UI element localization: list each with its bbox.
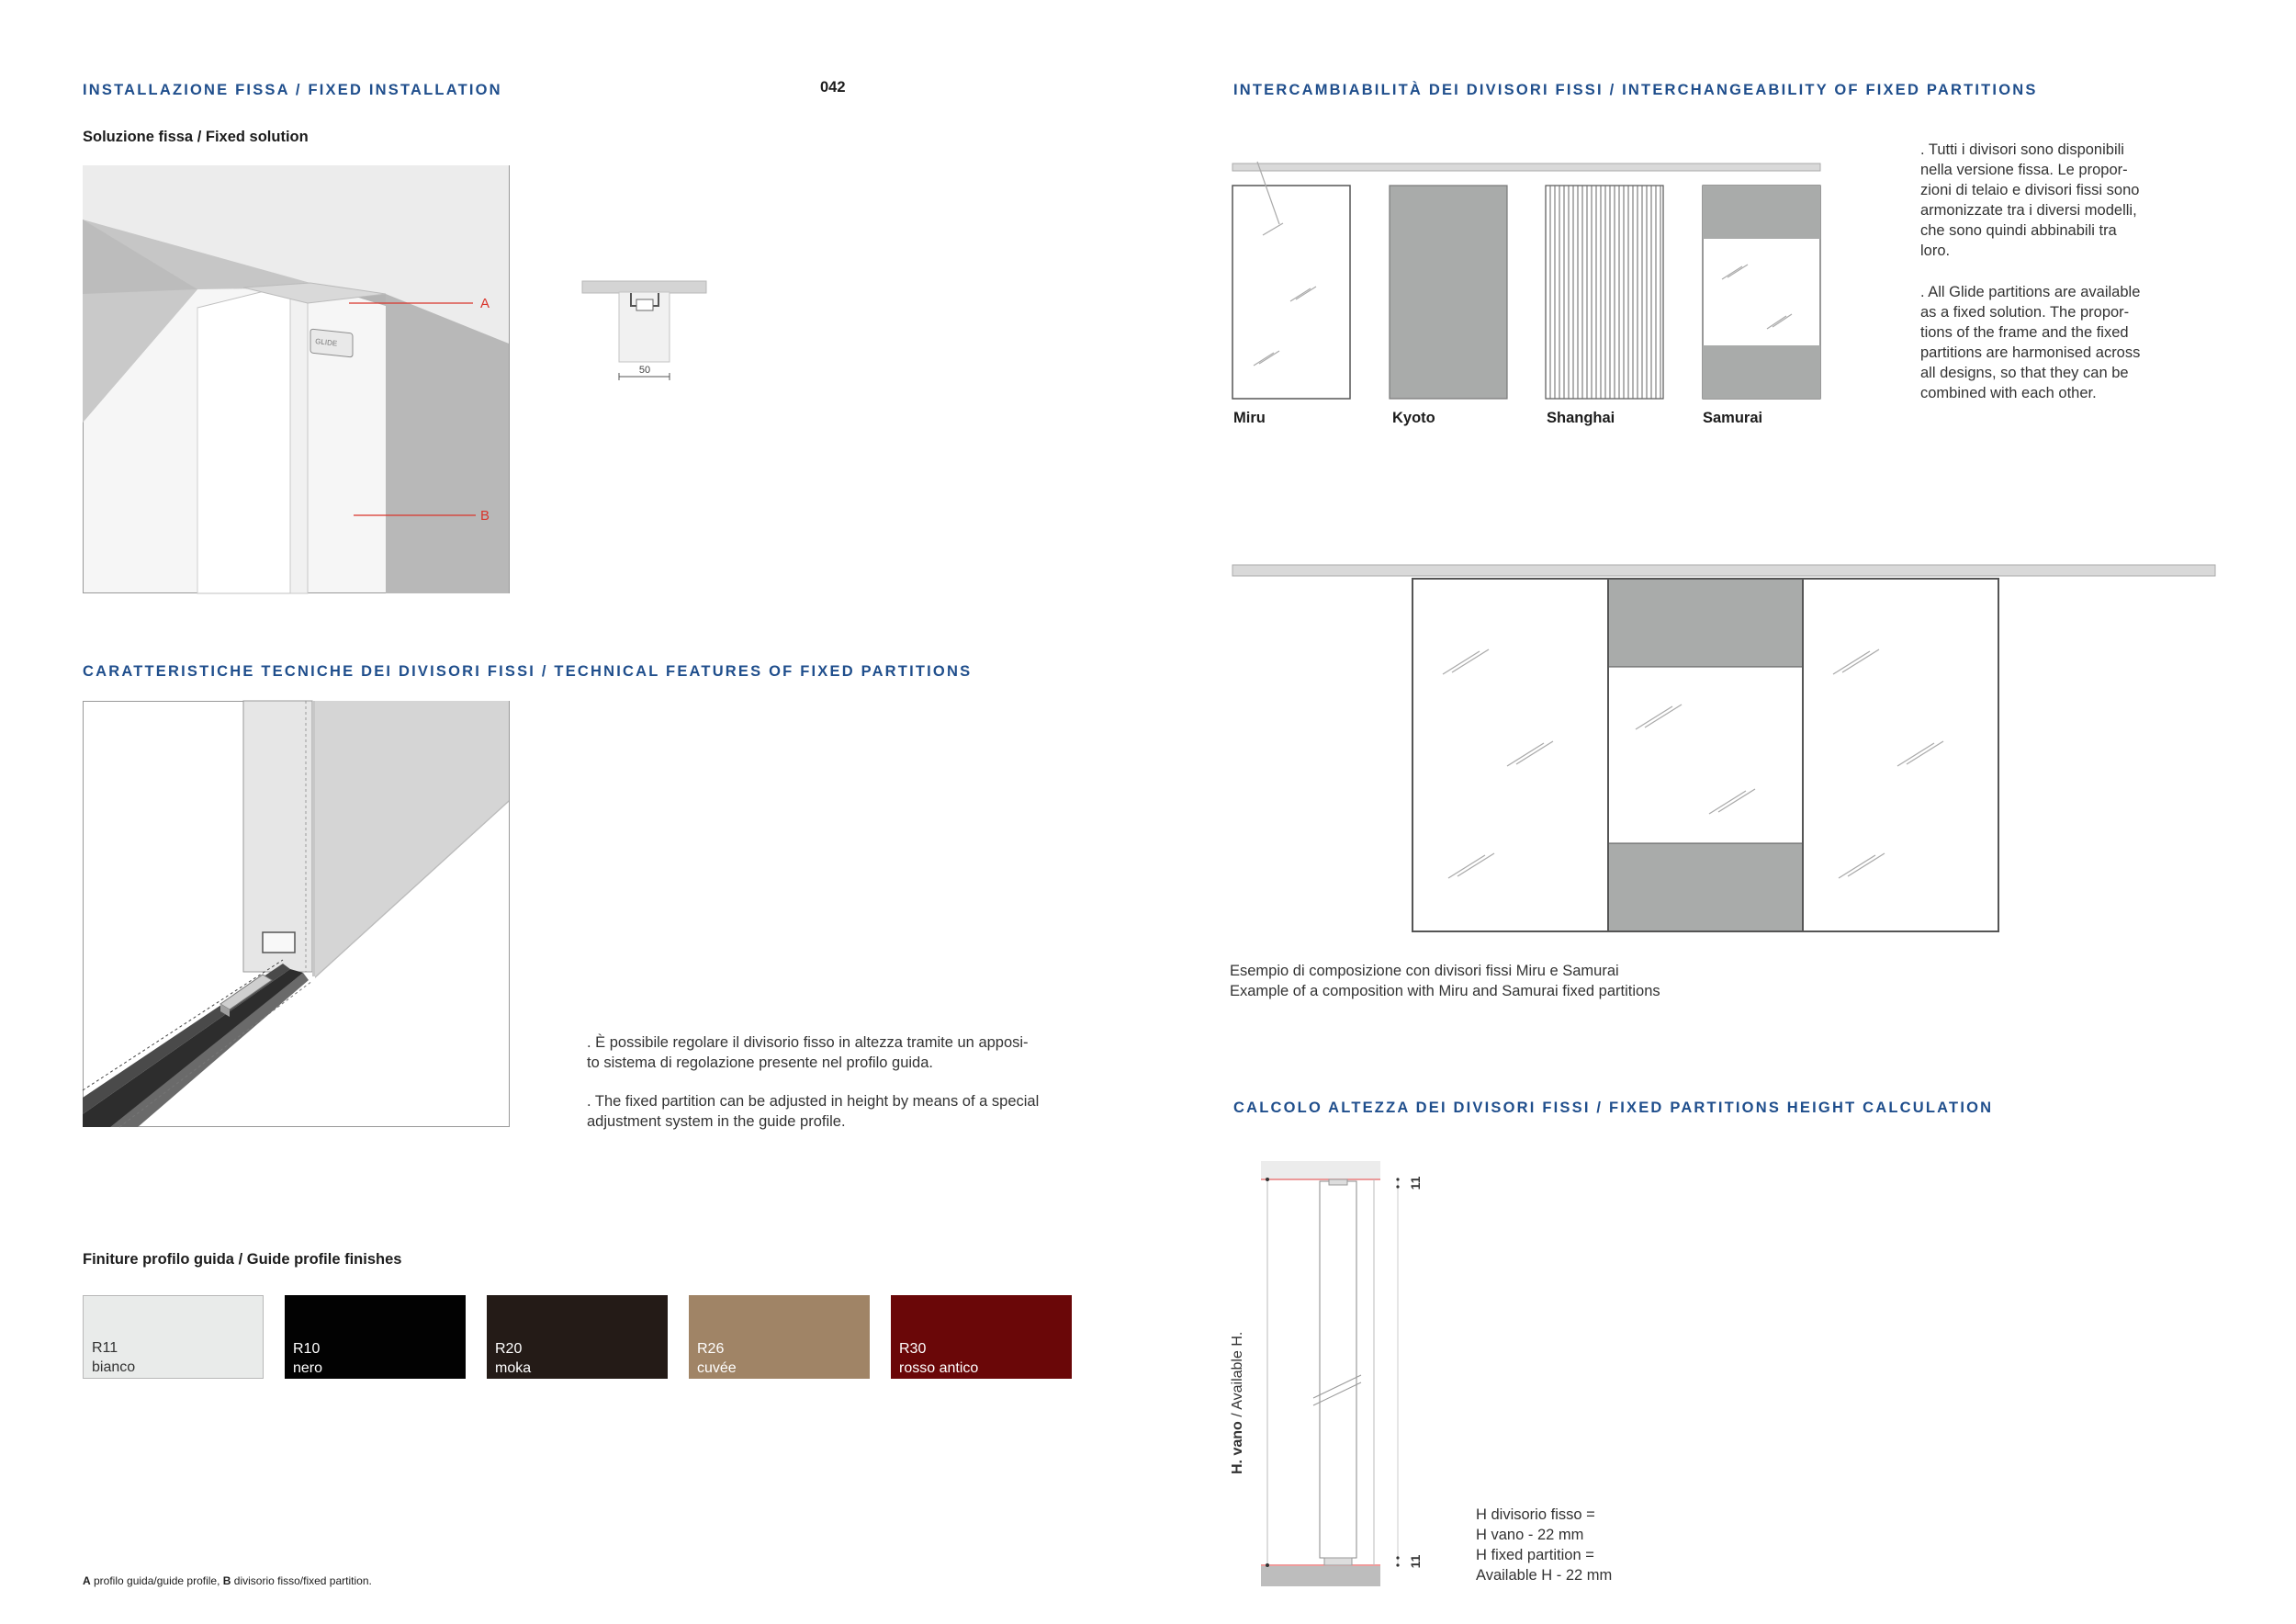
finish-code: R30 — [899, 1341, 927, 1357]
model-label-kyoto: Kyoto — [1392, 410, 1435, 426]
height-calc-drawing — [1258, 1159, 1442, 1591]
callout-b-label: B — [480, 508, 490, 524]
available-height-bold: H. vano — [1230, 1421, 1245, 1474]
finish-name: rosso antico — [899, 1360, 979, 1376]
model-label-miru: Miru — [1233, 410, 1266, 426]
available-height-rest: / Available H. — [1230, 1331, 1245, 1422]
height-formula: H divisorio fisso = H vano - 22 mm H fixed partition = Available H - 22 mm — [1476, 1506, 1613, 1584]
dimension-top-11: 11 — [1408, 1176, 1423, 1190]
callout-a-label: A — [480, 296, 490, 311]
technical-features-text-en: . The fixed partition can be adjusted in height by means of a special adjustment system in the guide profile. — [587, 1093, 1040, 1130]
technical-features-heading: CARATTERISTICHE TECNICHE DEI DIVISORI FISSI / TECHNICAL FEATURES OF FIXED PARTITIONS — [83, 663, 973, 680]
partition-models-illustration — [1232, 162, 1824, 400]
finishes-heading: Finiture profilo guida / Guide profile finishes — [83, 1251, 402, 1268]
finish-code: R10 — [293, 1341, 321, 1357]
finish-name: nero — [293, 1360, 323, 1376]
finish-name: moka — [495, 1360, 532, 1376]
finish-code: R26 — [697, 1341, 725, 1357]
footnote: A profilo guida/guide profile, B divisorio fisso/fixed partition. — [83, 1574, 372, 1587]
technical-features-illustration — [83, 701, 510, 1127]
interchangeability-text-it: . Tutti i divisori sono disponibili nella versione fissa. Le propor- zioni di telaio e divisori fissi sono armonizzate tra i diversi modelli, che sono quindi abbinabili tra loro. — [1920, 141, 2140, 259]
finish-name: cuvée — [697, 1360, 737, 1376]
model-label-samurai: Samurai — [1703, 410, 1763, 426]
profile-logo-text: GLIDE — [314, 337, 338, 348]
dimension-50-label: 50 — [638, 365, 651, 376]
height-calc-heading: CALCOLO ALTEZZA DEI DIVISORI FISSI / FIXED PARTITIONS HEIGHT CALCULATION — [1233, 1100, 1994, 1116]
composition-caption-en: Example of a composition with Miru and Samurai fixed partitions — [1230, 983, 1660, 999]
fixed-solution-subheading: Soluzione fissa / Fixed solution — [83, 129, 309, 145]
finish-code: R20 — [495, 1341, 523, 1357]
svg-text:H. vano / Available H. — [1230, 1332, 1245, 1474]
composition-caption-it: Esempio di composizione con divisori fissi Miru e Samurai — [1230, 963, 1619, 979]
finish-swatch-r30 — [891, 1295, 1072, 1379]
composition-illustration — [1232, 564, 2216, 933]
page-number: 042 — [820, 79, 846, 96]
finish-swatch-r26 — [689, 1295, 870, 1379]
available-height-label — [1227, 1323, 1255, 1479]
technical-features-text-it: . È possibile regolare il divisorio fisso in altezza tramite un apposi- to sistema di regolazione presente nel profilo guida. — [587, 1034, 1029, 1071]
profile-section-drawing — [580, 276, 718, 386]
finish-code: R11 — [92, 1340, 118, 1356]
model-label-shanghai: Shanghai — [1547, 410, 1615, 426]
finish-swatch-r11 — [83, 1295, 264, 1379]
finish-swatch-r20 — [487, 1295, 668, 1379]
interchangeability-heading: INTERCAMBIABILITÀ DEI DIVISORI FISSI / INTERCHANGEABILITY OF FIXED PARTITIONS — [1233, 82, 2038, 98]
fixed-installation-illustration — [83, 165, 510, 593]
finish-swatch-r10 — [285, 1295, 466, 1379]
interchangeability-text-en: . All Glide partitions are available as a fixed solution. The propor- tions of the frame and the fixed partitions are harmonised across all designs, so that they can be combined with each other. — [1920, 284, 2141, 401]
dimension-bottom-11: 11 — [1408, 1554, 1423, 1569]
fixed-installation-heading: INSTALLAZIONE FISSA / FIXED INSTALLATION — [83, 82, 502, 98]
finish-name: bianco — [92, 1359, 136, 1375]
